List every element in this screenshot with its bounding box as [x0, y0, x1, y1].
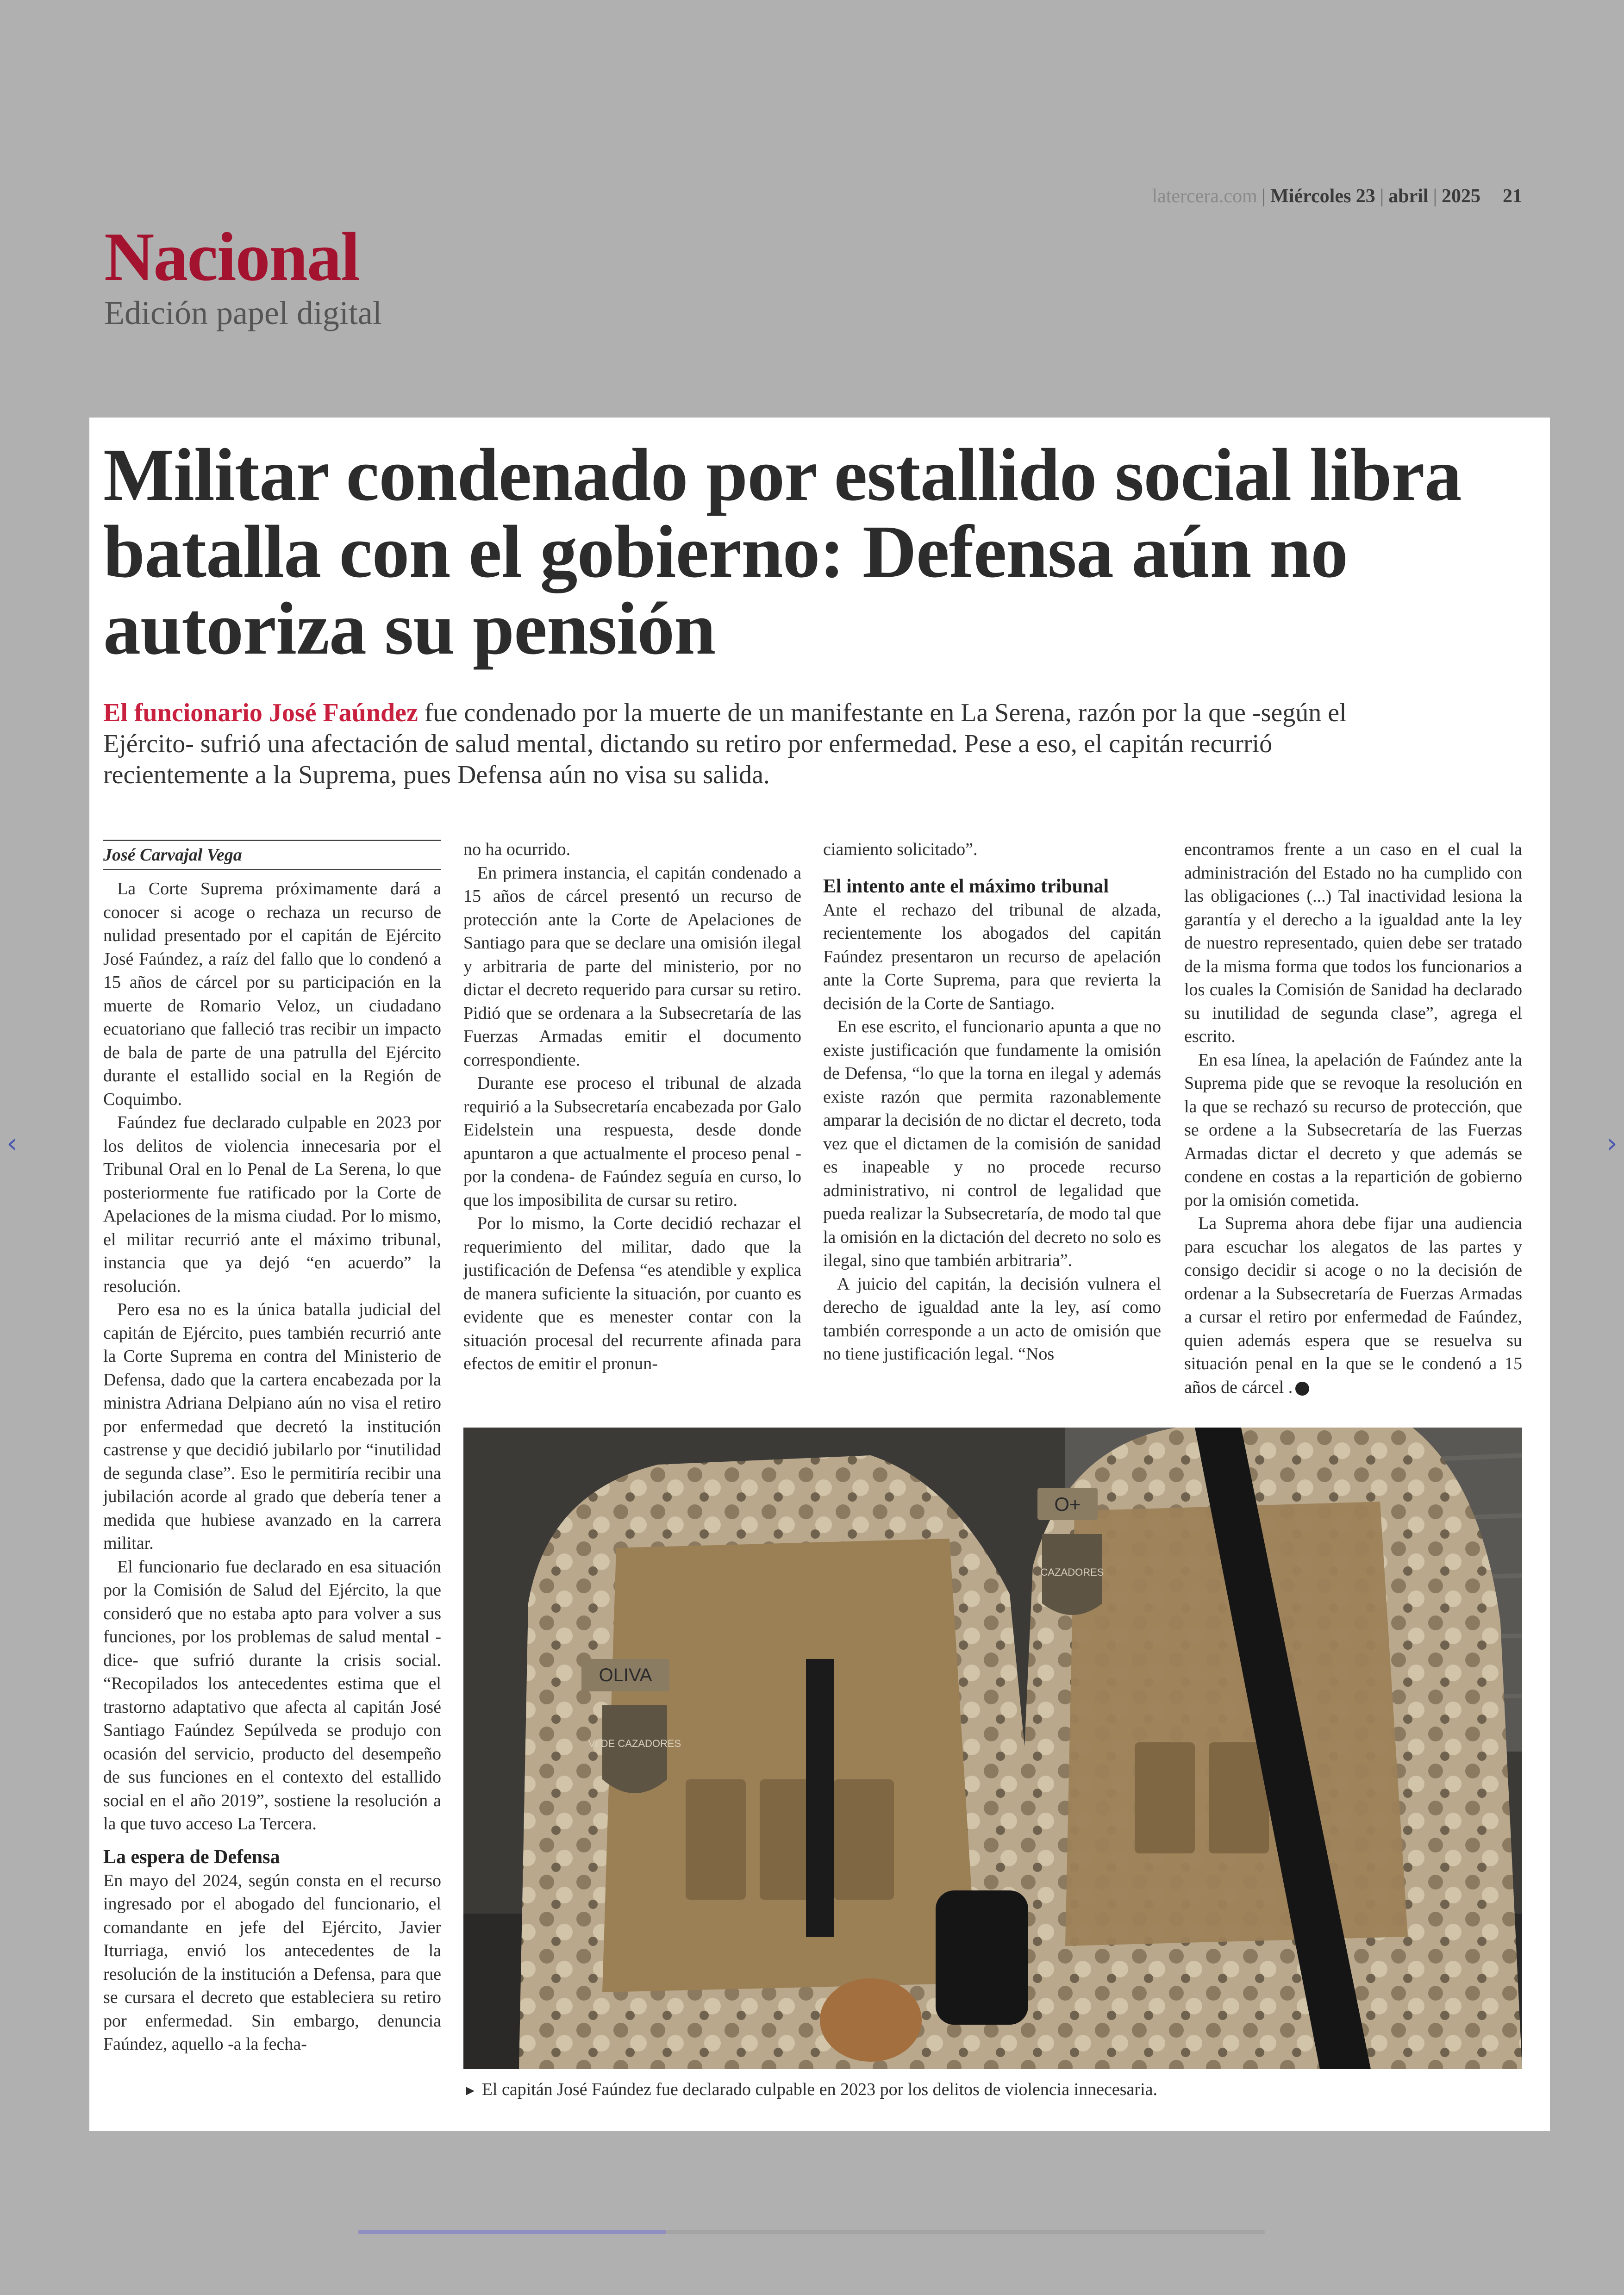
paragraph: En ese escrito, el funcionario apunta a que no existe justificación que fundamente la omisión de Defensa, “lo que la torna en ilegal y además existe razón que permita razonablemente amparar la decisión de no dictar el decreto, toda vez que el dictamen de la comisión de sanidad es inapeable y no procede recurso administrativo, ni control de legalidad que pueda realizar la Subsecretaría, de modo tal que la omisión en la dictación del decreto no solo es ilegal, sino que también arbitraria”. [823, 1017, 1161, 1270]
date-month: abril [1388, 186, 1429, 207]
soldiers-photo-illustration [463, 1428, 1522, 2069]
chevron-right-icon[interactable]: › [1606, 1127, 1618, 1160]
edition-subtitle: Edición papel digital [104, 294, 382, 331]
unit-badge-text: VI DE CAZADORES [588, 1738, 681, 1749]
name-patch-text: OLIVA [599, 1665, 652, 1685]
page-number: 21 [1503, 186, 1522, 207]
paragraph: La Corte Suprema próximamente dará a conocer si acoge o rechaza un recurso de nulidad presentado por el capitán de Ejército José Faúndez, a raíz del fallo que lo condenó a 15 años de cárcel por su participación en la muerte de Romario Veloz, un ciudadano ecuatoriano que falleció tras recibir un impacto de bala de parte de una patrulla del Ejército durante el estallido social en la Región de Coquimbo. [103, 879, 441, 1109]
column-1 [103, 840, 441, 2056]
paragraph: En primera instancia, el capitán condenado a 15 años de cárcel presentó un recurso de protección ante la Corte de Apelaciones de Santiago para que se declare una omisión ilegal y arbitraria de parte del ministerio, por no dictar el decreto requerido para cursar su retiro. Pidió que se ordenara a la Subsecretaría de las Fuerzas Armadas emitir el documento correspondiente. [463, 863, 801, 1070]
paragraph: encontramos frente a un caso en el cual la administración del Estado no ha cumplido con las obligaciones (...) Tal inactividad lesiona la garantía y el derecho a la igualdad ante la ley de nuestro representado, quien debe ser tratado de la misma forma que todos los funcionarios a los cuales la Comisión de Sanidad ha declarado su inutilidad de segunda clase”, agrega el escrito. [1184, 840, 1522, 1046]
reading-progress-fill [358, 2230, 666, 2234]
deck-text: fue condenado por la muerte de un manifestante en La Serena, razón por la que -según el Ejército- sufrió una afectación de salud mental, dictando su retiro por enfermedad. Pese a eso, el capitán recurrió recientemente a la Suprema, pues Defensa aún no visa su salida. [103, 698, 1347, 789]
unit-badge [602, 1705, 667, 1793]
separator: | [1380, 186, 1384, 207]
column-2 [463, 838, 801, 1376]
date-weekday: Miércoles 23 [1270, 186, 1375, 207]
paragraph: A juicio del capitán, la decisión vulnera el derecho de igualdad ante la ley, así como también corresponde a un acto de omisión que no tiene justificación legal. “Nos [823, 1274, 1161, 1364]
subheading: La espera de Defensa [103, 1846, 280, 1868]
photo-caption [463, 2078, 1522, 2102]
article-deck [103, 698, 1399, 791]
column-3 [823, 838, 1161, 1366]
section-title: Nacional [104, 218, 359, 295]
separator: | [1433, 186, 1437, 207]
reading-progress-bar[interactable] [358, 2230, 1265, 2234]
paragraph: En esa línea, la apelación de Faúndez ante la Suprema pide que se revoque la resolución en la que se rechazó su recurso de protección, que se ordene a la Subsecretaría de las Fuerzas Armadas dictar el decreto y que además se condene en costas a la repartición de gobierno por la omisión cometida. [1184, 1050, 1522, 1210]
paragraph-text: La Suprema ahora debe fijar una audiencia para escuchar los alegatos de las partes y consigo decidir si acoge o no la decisión de ordenar a la Subsecretaría de Fuerzas Armadas a cursar el retiro por enfermedad de Faúndez, quien además espera que se resuelva su situación penal en la que se le condenó a 15 años de cárcel . [1184, 1214, 1522, 1397]
paragraph: Por lo mismo, la Corte decidió rechazar el requerimiento del militar, dado que la justificación de Defensa “es atendible y explica de manera suficiente la situación, por cuanto es evidente que es menester contar con la situación procesal del recurrente afinada para efectos de emitir el pronun- [463, 1214, 801, 1373]
paragraph: El funcionario fue declarado en esa situación por la Comisión de Salud del Ejército, la que consideró que no estaba apto para volver a sus funciones, por los problemas de salud mental -dice- que sufrió durante la crisis social. “Recopilados los antecedentes estima que el trastorno adaptativo que afecta al capitán José Santiago Faúndez Sepúlveda se produjo con ocasión del servicio, producto del desempeño de sus funciones en el contexto del estallido social en el año 2019”, sostiene la resolución a la que tuvo acceso La Tercera. [103, 1557, 441, 1834]
paragraph: Durante ese proceso el tribunal de alzada requirió a la Subsecretaría encabezada por Galo Eidelstein una respuesta, desde donde apuntaron a que actualmente el proceso penal -por la condena- de Faúndez seguía en curso, lo que los imposibilita de cursar su retiro. [463, 1073, 801, 1210]
chevron-left-icon[interactable]: ‹ [6, 1127, 18, 1160]
paragraph: ciamiento solicitado”. [823, 840, 978, 859]
article-panel [89, 418, 1550, 2131]
unit-badge-text: CAZADORES [1040, 1566, 1104, 1578]
subheading: El intento ante el máximo tribunal [823, 875, 1109, 897]
article-photo[interactable] [463, 1428, 1522, 2069]
paragraph: Faúndez fue declarado culpable en 2023 por los delitos de violencia innecesaria por el Tribunal Oral en lo Penal de La Serena, lo que posteriormente fue ratificado por la Corte de Apelaciones de la misma ciudad. Por lo mismo, el militar recurrió ante el máximo tribunal, instancia que ya dejó “en acuerdo” la resolución. [103, 1113, 441, 1296]
byline: José Carvajal Vega [103, 840, 441, 870]
column-4 [1184, 838, 1522, 1399]
caption-text: El capitán José Faúndez fue declarado culpable en 2023 por los delitos de violencia innecesaria. [481, 2080, 1157, 2099]
paragraph: Pero esa no es la única batalla judicial del capitán de Ejército, pues también recurrió ante la Corte Suprema en contra del Ministerio de Defensa, dado que la cartera encabezada por la ministra Adriana Delpiano aún no visa el retiro por enfermedad que decretó la institución castrense y que decidió jubilarlo por “inutilidad de segunda clase”. Eso le permitiría recibir una jubilación acorde al grado que debería tener a medida que hubiese avanzado en la carrera militar. [103, 1300, 441, 1553]
blood-patch-text: O+ [1054, 1493, 1081, 1515]
paragraph: no ha ocurrido. [463, 840, 571, 859]
site-name[interactable]: latercera.com [1152, 186, 1257, 207]
date-year: 2025 [1442, 186, 1480, 207]
deck-lead: El funcionario José Faúndez [103, 698, 418, 727]
caption-arrow-icon: ► [463, 2083, 477, 2098]
masthead-right [1152, 185, 1522, 207]
article-headline: Militar condenado por estallido social libra batalla con el gobierno: Defensa aún no autoriza su pensión [103, 434, 1462, 670]
paragraph [1184, 1212, 1522, 1399]
paragraph: En mayo del 2024, según consta en el recurso ingresado por el abogado del funcionario, el comandante en jefe del Ejército, Javier Iturriaga, envió los antecedentes de la resolución de la institución a Defensa, para que se cursara el decreto que estableciera su retiro por enfermedad. Sin embargo, denuncia Faúndez, aquello -a la fecha- [103, 1871, 441, 2054]
separator: | [1262, 186, 1266, 207]
paragraph: Ante el rechazo del tribunal de alzada, recientemente los abogados del capitán Faúndez presentaron un recurso de apelación ante la Corte Suprema, para que revierta la decisión de la Corte de Santiago. [823, 900, 1161, 1013]
end-of-article-icon [1295, 1382, 1309, 1396]
